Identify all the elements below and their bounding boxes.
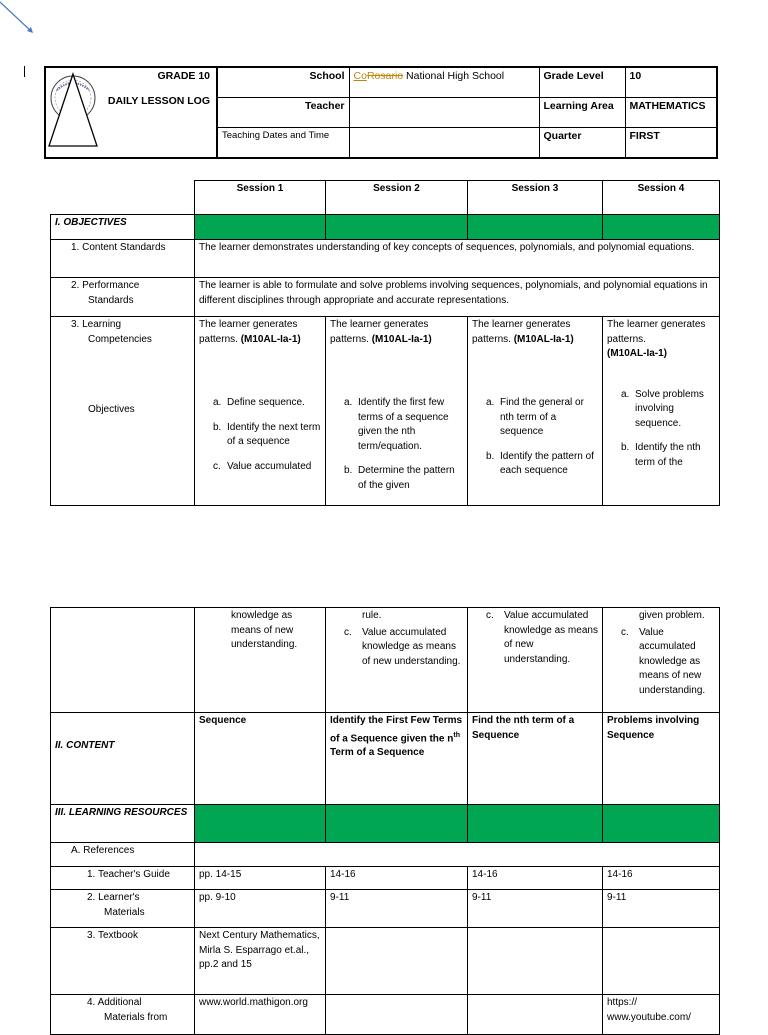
textbook-s4[interactable]: [603, 928, 720, 995]
teachers-guide-label: 1. Teacher's Guide: [51, 867, 195, 890]
content-resources-table: [50, 607, 720, 1035]
school-deletion: Rosario: [366, 70, 404, 82]
teachers-guide-s2[interactable]: 14-16: [326, 867, 468, 890]
list-item: c. Value accumulated knowledge as means of new understanding.: [621, 626, 706, 696]
blank-label-cell: [51, 608, 195, 713]
label-line: Standards: [88, 294, 134, 306]
performance-standards-label: [51, 278, 195, 317]
session-2-competency-cell[interactable]: [326, 317, 468, 506]
superscript: th: [453, 731, 460, 739]
teachers-guide-s1[interactable]: pp. 14-15: [195, 867, 326, 890]
grade-level-label: Grade Level: [539, 67, 625, 97]
learners-materials-s3[interactable]: 9-11: [468, 890, 603, 928]
additional-materials-s4[interactable]: https:// www.youtube.com/: [603, 995, 720, 1035]
textbook-s1[interactable]: Next Century Mathematics, Mirla S. Esparrago et.al., pp.2 and 15: [195, 928, 326, 995]
content-session-3[interactable]: Find the nth term of a Sequence: [468, 713, 603, 805]
competency-code: (M10AL-Ia-1): [607, 348, 668, 359]
competency-sentence: The learner generates patterns.: [330, 319, 429, 345]
list-item: c. Value accumulated knowledge as means of new understanding.: [486, 610, 598, 665]
teachers-guide-s4[interactable]: 14-16: [603, 867, 720, 890]
session-2-continued[interactable]: [326, 608, 468, 713]
continued-text: rule.: [362, 610, 382, 621]
learners-materials-s1[interactable]: pp. 9-10: [195, 890, 326, 928]
session-3-continued[interactable]: [468, 608, 603, 713]
objectives-table: [50, 180, 720, 506]
green-cell: [603, 805, 720, 843]
green-cell: [195, 215, 326, 240]
list-item: b. Determine the pattern of the given: [344, 465, 455, 491]
label-line: Competencies: [88, 333, 152, 345]
competency-code: (M10AL-Ia-1): [371, 333, 432, 345]
green-cell: [326, 805, 468, 843]
quarter-value[interactable]: FIRST: [625, 127, 717, 158]
learners-materials-label: [51, 890, 195, 928]
additional-materials-s1[interactable]: www.world.mathigon.org: [195, 995, 326, 1035]
learning-area-label: Learning Area: [539, 97, 625, 127]
list-item: a. Identify the first few terms of a sequence given the nth term/equation.: [344, 397, 449, 452]
textbook-s2[interactable]: [326, 928, 468, 995]
additional-materials-s2[interactable]: [326, 995, 468, 1035]
learning-area-value[interactable]: MATHEMATICS: [625, 97, 717, 127]
teaching-dates-value[interactable]: [349, 127, 539, 158]
corner-blank: [51, 181, 195, 215]
teacher-label: Teacher: [217, 97, 349, 127]
green-cell: [326, 215, 468, 240]
competency-text: The learner generates patterns.: [607, 319, 706, 345]
label-line: Materials from: [104, 1011, 168, 1023]
daily-lesson-log-title: DAILY LESSON LOG: [107, 94, 210, 107]
teachers-guide-s3[interactable]: 14-16: [468, 867, 603, 890]
references-blank[interactable]: [195, 843, 720, 867]
session-3-competency-cell[interactable]: [468, 317, 603, 506]
objectives-list: [344, 396, 463, 493]
content-text: Term of a Sequence: [330, 747, 425, 759]
competency-sentence: The learner generates patterns.: [199, 319, 298, 345]
list-item: c. Value accumulated knowledge as means of new understanding.: [344, 626, 461, 667]
green-cell: [603, 215, 720, 240]
session-4-competency-cell[interactable]: [603, 317, 720, 506]
references-label: A. References: [51, 843, 195, 867]
additional-materials-label: [51, 995, 195, 1035]
competency-text: [199, 318, 321, 347]
list-item: b. Identify the next term of a sequence: [213, 421, 321, 447]
competency-code: (M10AL-Ia-1): [513, 333, 574, 345]
content-standards-label: 1. Content Standards: [51, 240, 195, 278]
label-line: 2. Performance: [71, 280, 140, 291]
content-standards-text[interactable]: The learner demonstrates understanding of key concepts of sequences, polynomials, and polynomial equations.: [195, 240, 720, 278]
grade-title: GRADE 10: [157, 70, 210, 82]
green-cell: [468, 805, 603, 843]
performance-standards-text[interactable]: The learner is able to formulate and solve problems involving sequences, polynomials, and polynomial equations in different disciplines through appropriate and accurate representations.: [195, 278, 720, 317]
list-item: b. Identify the nth term of the: [621, 442, 701, 468]
content-session-2[interactable]: [326, 713, 468, 805]
session-4-continued[interactable]: [603, 608, 720, 713]
school-label: School: [217, 67, 349, 97]
header-table: [44, 66, 718, 159]
learning-resources-heading: III. LEARNING RESOURCES: [51, 805, 195, 843]
school-insertion: Co: [353, 70, 367, 82]
school-seal-logo: [47, 70, 99, 150]
list-item: a. Find the general or nth term of a sequence: [486, 397, 584, 437]
session-2-header: Session 2: [326, 181, 468, 215]
learners-materials-s2[interactable]: 9-11: [326, 890, 468, 928]
school-value[interactable]: [349, 67, 539, 97]
competency-text: [472, 318, 598, 347]
list-item: b. Identify the pattern of each sequence: [486, 450, 594, 476]
session-3-header: Session 3: [468, 181, 603, 215]
objectives-list: [213, 396, 321, 474]
text-cursor: [24, 66, 25, 77]
content-text: Identify the First Few Terms of a Sequence given the n: [330, 715, 463, 744]
label-line: Materials: [104, 906, 145, 918]
learners-materials-s4[interactable]: 9-11: [603, 890, 720, 928]
textbook-label: 3. Textbook: [51, 928, 195, 995]
arrow-icon: [0, 0, 40, 40]
quarter-label: Quarter: [539, 127, 625, 158]
session-4-header: Session 4: [603, 181, 720, 215]
objectives-list: [621, 388, 715, 471]
objectives-list: [486, 396, 598, 479]
label-line: 4. Additional: [87, 997, 142, 1008]
learning-competencies-label: [51, 317, 195, 506]
objectives-heading: I. OBJECTIVES: [51, 215, 195, 240]
content-session-4[interactable]: Problems involving Sequence: [603, 713, 720, 805]
content-heading: II. CONTENT: [51, 713, 195, 805]
competency-code: (M10AL-Ia-1): [240, 333, 301, 345]
label-line: 3. Learning: [71, 319, 122, 330]
session-1-header: Session 1: [195, 181, 326, 215]
additional-materials-s3[interactable]: [468, 995, 603, 1035]
continued-text: given problem.: [639, 610, 705, 621]
competency-sentence: The learner generates patterns.: [472, 319, 571, 345]
label-line: 2. Learner's: [87, 892, 140, 903]
content-session-1[interactable]: Sequence: [195, 713, 326, 805]
school-name: National High School: [403, 70, 505, 82]
session-1-competency-cell[interactable]: [195, 317, 326, 506]
session-1-continued[interactable]: knowledge as means of new understanding.: [195, 608, 326, 713]
list-item: c. Value accumulated: [213, 460, 312, 472]
list-item: a. Define sequence.: [213, 397, 305, 408]
green-cell: [195, 805, 326, 843]
list-item: a. Solve problems involving sequence.: [621, 388, 704, 429]
green-cell: [468, 215, 603, 240]
grade-level-value[interactable]: 10: [625, 67, 717, 97]
teacher-value[interactable]: [349, 97, 539, 127]
teaching-dates-label: Teaching Dates and Time: [217, 127, 349, 158]
objectives-label: Objectives: [88, 404, 135, 415]
competency-text: [330, 318, 463, 347]
textbook-s3[interactable]: [468, 928, 603, 995]
